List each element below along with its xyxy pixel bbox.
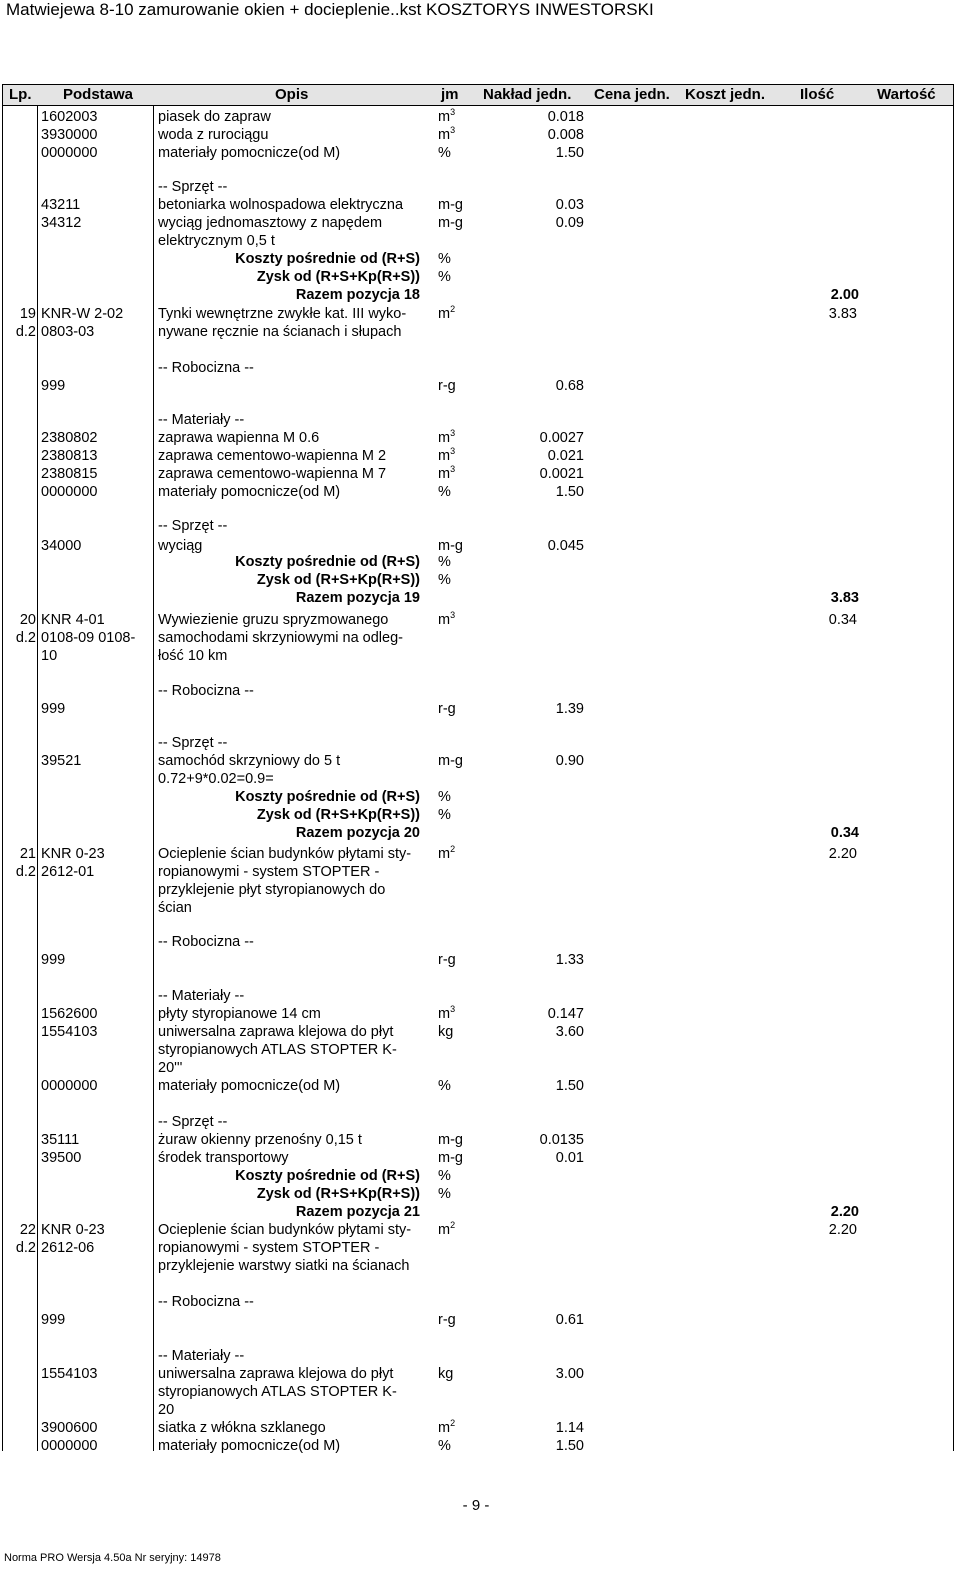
unit: kg: [438, 1024, 454, 1040]
resource-code: 0000000: [41, 484, 98, 500]
basis-code: KNR 4-01: [41, 612, 105, 628]
resource-code: 3900600: [41, 1420, 98, 1436]
description: Wywiezienie gruzu spryzmowanego: [158, 612, 389, 628]
unit-base: m: [438, 612, 451, 628]
resource-code: 3930000: [41, 127, 98, 143]
overhead-label: Koszty pośrednie od (R+S): [235, 789, 420, 805]
unit: %: [438, 807, 451, 823]
description: ropianowymi - system STOPTER -: [158, 864, 380, 880]
norm-value: 0.018: [547, 109, 584, 125]
norm-value: 0.03: [555, 197, 584, 213]
description-continued: styropianowych ATLAS STOPTER K-: [158, 1384, 397, 1400]
resource-code: 1602003: [41, 109, 98, 125]
position-number: d.2: [15, 864, 36, 880]
unit-with-exponent: [438, 465, 455, 483]
description: uniwersalna zaprawa klejowa do płyt: [158, 1366, 394, 1382]
basis-code: KNR 0-23: [41, 1222, 105, 1238]
position-total-label: Razem pozycja 19: [295, 590, 420, 606]
description: zaprawa cementowo-wapienna M 7: [158, 466, 387, 482]
position-number: d.2: [15, 630, 36, 646]
description: uniwersalna zaprawa klejowa do płyt: [158, 1024, 394, 1040]
norm-value: 0.09: [555, 215, 584, 231]
quantity: 0.34: [830, 825, 859, 841]
unit-with-exponent: [438, 429, 455, 447]
quantity: 2.20: [828, 846, 857, 862]
position-number: 19: [19, 306, 36, 322]
unit: m-g: [438, 1150, 463, 1166]
description: Tynki wewnętrzne zwykłe kat. III wyko-: [158, 306, 407, 322]
section-label: -- Robocizna --: [158, 360, 254, 376]
unit: r-g: [438, 1312, 456, 1328]
norm-value: 0.90: [555, 753, 584, 769]
description: zaprawa cementowo-wapienna M 2: [158, 448, 387, 464]
profit-label: Zysk od (R+S+Kp(R+S)): [256, 269, 420, 285]
norm-value: 1.50: [555, 1438, 584, 1454]
description: zaprawa wapienna M 0.6: [158, 430, 320, 446]
description: samochód skrzyniowy do 5 t: [158, 753, 341, 769]
resource-code: 1562600: [41, 1006, 98, 1022]
position-number: 22: [19, 1222, 36, 1238]
description-continued: elektrycznym 0,5 t: [158, 233, 275, 249]
resource-code: 0000000: [41, 145, 98, 161]
unit: %: [438, 251, 451, 267]
col-cena: Cena jedn.: [594, 86, 670, 103]
unit-exponent: 3: [450, 446, 456, 457]
col-koszt: Koszt jedn.: [685, 86, 766, 103]
profit-label: Zysk od (R+S+Kp(R+S)): [256, 1186, 420, 1202]
position-number: 21: [19, 846, 36, 862]
resource-code: 999: [41, 701, 66, 717]
resource-code: 34312: [41, 215, 82, 231]
unit: m-g: [438, 753, 463, 769]
norm-value: 1.50: [555, 484, 584, 500]
overhead-label: Koszty pośrednie od (R+S): [235, 251, 420, 267]
resource-code: 2380802: [41, 430, 98, 446]
description: łość 10 km: [158, 648, 228, 664]
quantity: 2.20: [830, 1204, 859, 1220]
unit-base: m: [438, 127, 451, 143]
basis-code: 0108-09 0108-: [41, 630, 136, 646]
quantity: 3.83: [828, 306, 857, 322]
unit-with-exponent: [438, 126, 455, 144]
norm-value: 0.61: [555, 1312, 584, 1328]
unit: r-g: [438, 378, 456, 394]
position-total-label: Razem pozycja 21: [295, 1204, 420, 1220]
unit: m-g: [438, 538, 463, 554]
basis-code: KNR 0-23: [41, 846, 105, 862]
column-divider: [37, 106, 38, 1451]
basis-code: 10: [41, 648, 58, 664]
description: materiały pomocnicze(od M): [158, 145, 341, 161]
section-label: -- Materiały --: [158, 412, 245, 428]
description-continued: przyklejenie płyt styropianowych do: [158, 882, 386, 898]
norm-value: 0.01: [555, 1150, 584, 1166]
unit: %: [438, 789, 451, 805]
resource-code: 999: [41, 952, 66, 968]
position-number: d.2: [15, 324, 36, 340]
col-wartosc: Wartość: [877, 86, 936, 103]
description-continued: przyklejenie warstwy siatki na ścianach: [158, 1258, 410, 1274]
norm-value: 0.0027: [539, 430, 584, 446]
resource-code: 2380813: [41, 448, 98, 464]
resource-code: 35111: [41, 1132, 80, 1148]
position-number: d.2: [15, 1240, 36, 1256]
description: betoniarka wolnospadowa elektryczna: [158, 197, 404, 213]
description: płyty styropianowe 14 cm: [158, 1006, 321, 1022]
section-label: -- Robocizna --: [158, 1294, 254, 1310]
unit-base: m: [438, 109, 451, 125]
unit-exponent: 3: [450, 428, 456, 439]
col-naklad: Nakład jedn.: [483, 86, 572, 103]
unit: m-g: [438, 1132, 463, 1148]
resource-code: 1554103: [41, 1024, 98, 1040]
unit: %: [438, 1078, 451, 1094]
unit-with-exponent: [438, 845, 455, 863]
unit-with-exponent: [438, 1419, 455, 1437]
norm-value: 0.045: [547, 538, 584, 554]
section-label: -- Materiały --: [158, 988, 245, 1004]
norm-value: 0.008: [547, 127, 584, 143]
unit-with-exponent: [438, 1005, 455, 1023]
col-opis: Opis: [275, 86, 309, 103]
unit-base: m: [438, 1006, 451, 1022]
description: woda z rurociągu: [158, 127, 269, 143]
table-border-left: [2, 106, 3, 1451]
description: żuraw okienny przenośny 0,15 t: [158, 1132, 362, 1148]
profit-label: Zysk od (R+S+Kp(R+S)): [256, 807, 420, 823]
profit-label: Zysk od (R+S+Kp(R+S)): [256, 572, 420, 588]
column-divider: [153, 106, 154, 1451]
description: samochodami skrzyniowymi na odleg-: [158, 630, 403, 646]
unit-exponent: 2: [450, 1418, 456, 1429]
description-continued: 20: [158, 1402, 175, 1418]
norm-value: 3.60: [555, 1024, 584, 1040]
description: Ocieplenie ścian budynków płytami sty-: [158, 1222, 412, 1238]
section-label: -- Robocizna --: [158, 934, 254, 950]
description-continued: 0.72+9*0.02=0.9=: [158, 771, 274, 787]
unit: r-g: [438, 952, 456, 968]
unit-with-exponent: [438, 1221, 455, 1239]
resource-code: 34000: [41, 538, 82, 554]
position-number: 20: [19, 612, 36, 628]
resource-code: 39500: [41, 1150, 82, 1166]
unit: %: [438, 572, 451, 588]
section-label: -- Sprzęt --: [158, 518, 228, 534]
description: wyciąg jednomasztowy z napędem: [158, 215, 383, 231]
unit-exponent: 3: [450, 1004, 456, 1015]
description: Ocieplenie ścian budynków płytami sty-: [158, 846, 412, 862]
unit-with-exponent: [438, 108, 455, 126]
description: materiały pomocnicze(od M): [158, 484, 341, 500]
unit-base: m: [438, 466, 451, 482]
norm-value: 3.00: [555, 1366, 584, 1382]
unit: kg: [438, 1366, 454, 1382]
description-continued: styropianowych ATLAS STOPTER K-: [158, 1042, 397, 1058]
unit-with-exponent: [438, 611, 455, 629]
description: ropianowymi - system STOPTER -: [158, 1240, 380, 1256]
resource-code: 0000000: [41, 1078, 98, 1094]
unit: %: [438, 269, 451, 285]
resource-code: 2380815: [41, 466, 98, 482]
resource-code: 39521: [41, 753, 82, 769]
norm-value: 1.50: [555, 145, 584, 161]
unit-exponent: 3: [450, 107, 456, 118]
section-label: -- Robocizna --: [158, 683, 254, 699]
unit: %: [438, 1168, 451, 1184]
resource-code: 999: [41, 1312, 66, 1328]
description: wyciąg: [158, 538, 203, 554]
unit-exponent: 3: [450, 464, 456, 475]
unit: m-g: [438, 197, 463, 213]
unit-exponent: 2: [450, 1220, 456, 1231]
unit: %: [438, 1438, 451, 1454]
norm-value: 1.14: [555, 1420, 584, 1436]
unit-base: m: [438, 1222, 451, 1238]
unit-exponent: 3: [450, 610, 456, 621]
unit: %: [438, 484, 451, 500]
unit: m-g: [438, 215, 463, 231]
unit-exponent: 2: [450, 304, 456, 315]
resource-code: 0000000: [41, 1438, 98, 1454]
description: materiały pomocnicze(od M): [158, 1078, 341, 1094]
norm-value: 0.0021: [539, 466, 584, 482]
overhead-label: Koszty pośrednie od (R+S): [235, 554, 420, 570]
description: piasek do zapraw: [158, 109, 271, 125]
description: środek transportowy: [158, 1150, 289, 1166]
quantity: 3.83: [830, 590, 859, 606]
unit-with-exponent: [438, 305, 455, 323]
col-lp: Lp.: [9, 86, 32, 103]
quantity: 2.20: [828, 1222, 857, 1238]
footer-note: Norma PRO Wersja 4.50a Nr seryjny: 14978: [4, 1552, 221, 1564]
unit-base: m: [438, 846, 451, 862]
basis-code: KNR-W 2-02: [41, 306, 124, 322]
basis-code: 2612-01: [41, 864, 95, 880]
section-label: -- Sprzęt --: [158, 1114, 228, 1130]
resource-code: 999: [41, 378, 66, 394]
position-total-label: Razem pozycja 20: [295, 825, 420, 841]
overhead-label: Koszty pośrednie od (R+S): [235, 1168, 420, 1184]
section-label: -- Materiały --: [158, 1348, 245, 1364]
table-header: [2, 84, 954, 106]
unit: r-g: [438, 701, 456, 717]
quantity: 0.34: [828, 612, 857, 628]
unit-base: m: [438, 1420, 451, 1436]
unit: %: [438, 1186, 451, 1202]
unit-with-exponent: [438, 447, 455, 465]
norm-value: 0.68: [555, 378, 584, 394]
norm-value: 0.147: [547, 1006, 584, 1022]
description-continued: 20''': [158, 1060, 183, 1076]
table-border-right: [953, 106, 954, 1451]
basis-code: 0803-03: [41, 324, 95, 340]
col-podstawa: Podstawa: [63, 86, 134, 103]
position-total-label: Razem pozycja 18: [295, 287, 420, 303]
description-continued: ścian: [158, 900, 192, 916]
unit-base: m: [438, 430, 451, 446]
unit-exponent: 3: [450, 125, 456, 136]
description: materiały pomocnicze(od M): [158, 1438, 341, 1454]
page-number: - 9 -: [462, 1497, 490, 1514]
norm-value: 0.021: [547, 448, 584, 464]
resource-code: 1554103: [41, 1366, 98, 1382]
unit: %: [438, 145, 451, 161]
section-label: -- Sprzęt --: [158, 179, 228, 195]
resource-code: 43211: [41, 197, 81, 213]
unit: %: [438, 554, 451, 570]
norm-value: 1.33: [555, 952, 584, 968]
document-title: Matwiejewa 8-10 zamurowanie okien + docieplenie..kst KOSZTORYS INWESTORSKI: [6, 0, 654, 19]
quantity: 2.00: [830, 287, 859, 303]
norm-value: 0.0135: [539, 1132, 584, 1148]
norm-value: 1.50: [555, 1078, 584, 1094]
section-label: -- Sprzęt --: [158, 735, 228, 751]
description: nywane ręcznie na ścianach i słupach: [158, 324, 402, 340]
unit-base: m: [438, 306, 451, 322]
description: siatka z włókna szklanego: [158, 1420, 326, 1436]
col-ilosc: Ilość: [800, 86, 835, 103]
unit-exponent: 2: [450, 844, 456, 855]
unit-base: m: [438, 448, 451, 464]
col-jm: jm: [441, 86, 459, 103]
norm-value: 1.39: [555, 701, 584, 717]
basis-code: 2612-06: [41, 1240, 95, 1256]
